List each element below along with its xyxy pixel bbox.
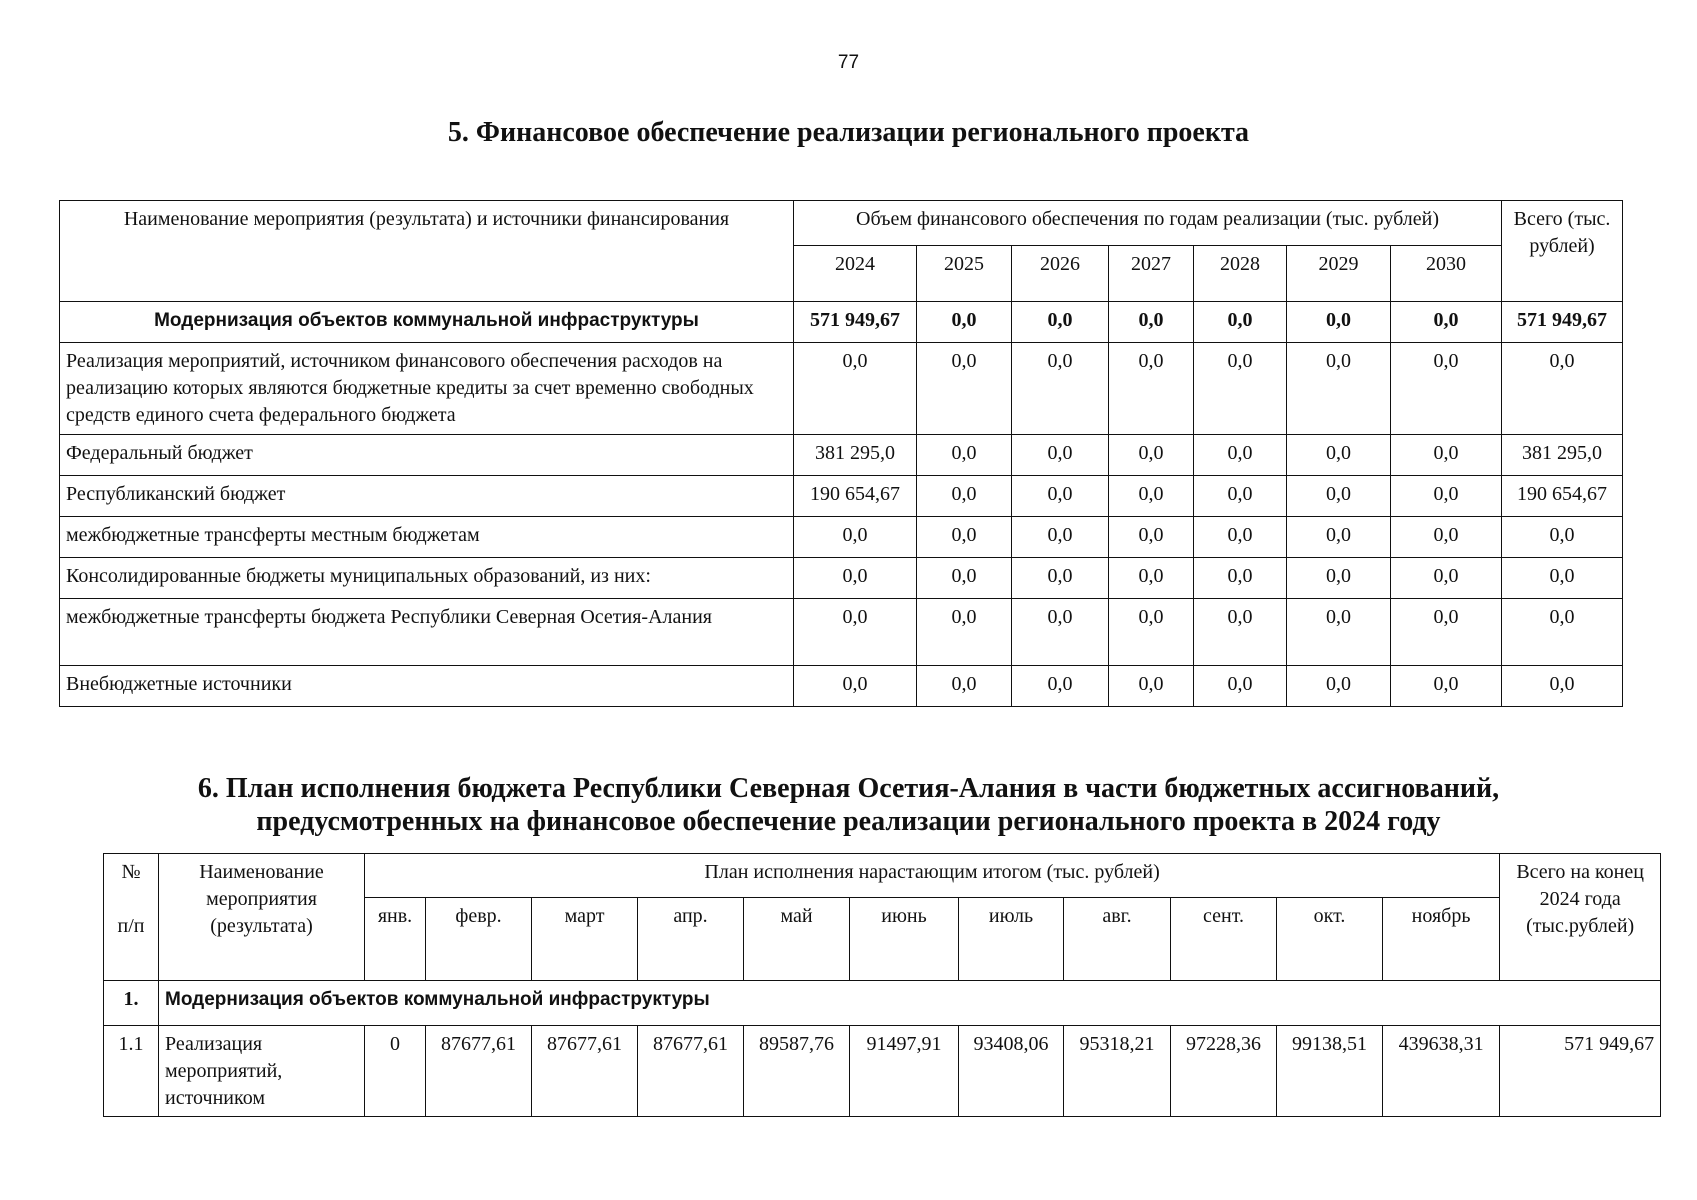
year-header: 2029 [1287,246,1391,302]
year-value: 0,0 [1391,599,1502,666]
row-name: Реализация мероприятий, источником финансового обеспечения расходов на реализацию которых являются бюджетные кредиты за счет временно свободных средств единого счета федерального бюджета [60,343,794,435]
group-row-name: Модернизация объектов коммунальной инфраструктуры [159,981,1661,1026]
row-total: 190 654,67 [1502,476,1623,517]
financing-table-body [60,302,1623,707]
table-row [60,435,1623,476]
month-value: 87677,61 [638,1026,744,1117]
header-year-total: Всего на конец 2024 года (тыс.рублей) [1500,854,1661,981]
year-value: 0,0 [1391,558,1502,599]
year-value: 0,0 [794,343,917,435]
year-header: 2026 [1012,246,1109,302]
year-value: 0,0 [1194,435,1287,476]
year-value: 0,0 [1287,302,1391,343]
table-row [60,343,1623,435]
month-header: июнь [850,898,959,981]
year-header: 2027 [1109,246,1194,302]
year-value: 0,0 [917,343,1012,435]
year-value: 0,0 [1287,599,1391,666]
year-value: 0,0 [1287,343,1391,435]
month-value: 97228,36 [1171,1026,1277,1117]
year-value: 0,0 [1012,302,1109,343]
header-plan: План исполнения нарастающим итогом (тыс. рублей) [365,854,1500,898]
year-value: 381 295,0 [794,435,917,476]
year-value: 0,0 [1109,666,1194,707]
year-header: 2024 [794,246,917,302]
month-value: 0 [365,1026,426,1117]
year-value: 0,0 [1012,666,1109,707]
activity-row-name: Реализация мероприятий, источником [159,1026,365,1117]
group-row-number: 1. [104,981,159,1026]
year-value: 0,0 [1012,517,1109,558]
year-value: 0,0 [794,599,917,666]
month-value: 91497,91 [850,1026,959,1117]
month-value: 99138,51 [1277,1026,1383,1117]
year-value: 0,0 [1391,302,1502,343]
section-5-title: 5. Финансовое обеспечение реализации регионального проекта [447,117,1250,148]
section-6-title-line-1: 6. План исполнения бюджета Республики Северная Осетия-Алания в части бюджетных ассигнований, [197,773,1500,804]
year-value: 0,0 [917,476,1012,517]
month-value: 87677,61 [532,1026,638,1117]
year-value: 0,0 [1194,517,1287,558]
year-value: 0,0 [794,517,917,558]
year-value: 0,0 [1391,666,1502,707]
month-header: янв. [365,898,426,981]
year-value: 0,0 [794,558,917,599]
row-total: 0,0 [1502,666,1623,707]
header-total: Всего (тыс. рублей) [1502,201,1623,302]
month-header: ноябрь [1383,898,1500,981]
year-header: 2030 [1391,246,1502,302]
year-value: 0,0 [917,599,1012,666]
year-value: 0,0 [917,517,1012,558]
year-value: 0,0 [1109,558,1194,599]
row-total: 571 949,67 [1502,302,1623,343]
year-value: 0,0 [1287,476,1391,517]
activity-row-total: 571 949,67 [1500,1026,1661,1117]
activity-row-number: 1.1 [104,1026,159,1117]
activity-row [104,1026,1661,1117]
year-value: 0,0 [1194,558,1287,599]
row-name: Модернизация объектов коммунальной инфраструктуры [60,302,794,343]
year-value: 0,0 [1109,302,1194,343]
header-activity-name: Наименование мероприятия (результата) [159,854,365,981]
year-value: 0,0 [794,666,917,707]
year-value: 0,0 [1287,666,1391,707]
year-value: 0,0 [917,666,1012,707]
month-header: апр. [638,898,744,981]
row-total: 0,0 [1502,558,1623,599]
year-value: 0,0 [1287,517,1391,558]
year-value: 0,0 [1391,476,1502,517]
month-header: сент. [1171,898,1277,981]
year-value: 0,0 [1287,558,1391,599]
year-value: 0,0 [1109,599,1194,666]
month-header: май [744,898,850,981]
budget-plan-table [103,853,1661,1117]
section-6-title-line-2: предусмотренных на финансовое обеспечение реализации регионального проекта в 2024 году [256,806,1441,837]
year-value: 0,0 [1194,343,1287,435]
year-value: 0,0 [1391,343,1502,435]
month-header: март [532,898,638,981]
year-value: 0,0 [1012,435,1109,476]
year-value: 0,0 [1109,517,1194,558]
row-name: межбюджетные трансферты местным бюджетам [60,517,794,558]
year-value: 0,0 [1194,302,1287,343]
table-row [60,558,1623,599]
row-name: межбюджетные трансферты бюджета Республики Северная Осетия-Алания [60,599,794,666]
year-value: 0,0 [1194,666,1287,707]
year-value: 0,0 [1391,435,1502,476]
row-total: 381 295,0 [1502,435,1623,476]
table-row [60,599,1623,666]
year-value: 0,0 [1194,476,1287,517]
month-value: 439638,31 [1383,1026,1500,1117]
row-total: 0,0 [1502,343,1623,435]
month-header: февр. [426,898,532,981]
month-header: авг. [1064,898,1171,981]
year-value: 0,0 [1012,343,1109,435]
year-value: 571 949,67 [794,302,917,343]
year-value: 0,0 [1012,599,1109,666]
year-value: 0,0 [1391,517,1502,558]
header-volume: Объем финансового обеспечения по годам реализации (тыс. рублей) [794,201,1502,246]
year-value: 0,0 [1194,599,1287,666]
financing-table [59,200,1623,707]
year-value: 0,0 [917,558,1012,599]
year-value: 0,0 [1109,476,1194,517]
month-header: окт. [1277,898,1383,981]
row-total: 0,0 [1502,517,1623,558]
row-name: Внебюджетные источники [60,666,794,707]
table-row [60,302,1623,343]
table-row [60,517,1623,558]
year-value: 0,0 [1109,435,1194,476]
page-number: 77 [837,52,860,73]
year-value: 0,0 [917,302,1012,343]
year-header: 2025 [917,246,1012,302]
year-value: 0,0 [1012,476,1109,517]
row-name: Федеральный бюджет [60,435,794,476]
header-row-number: № п/п [104,854,159,981]
month-value: 95318,21 [1064,1026,1171,1117]
row-total: 0,0 [1502,599,1623,666]
year-value: 0,0 [1109,343,1194,435]
header-name: Наименование мероприятия (результата) и источники финансирования [60,201,794,302]
month-value: 87677,61 [426,1026,532,1117]
section-6-title [0,772,1697,838]
row-name: Республиканский бюджет [60,476,794,517]
year-value: 190 654,67 [794,476,917,517]
table-row [60,476,1623,517]
month-header: июль [959,898,1064,981]
table-row [60,666,1623,707]
month-value: 89587,76 [744,1026,850,1117]
month-value: 93408,06 [959,1026,1064,1117]
row-name: Консолидированные бюджеты муниципальных образований, из них: [60,558,794,599]
year-value: 0,0 [917,435,1012,476]
year-value: 0,0 [1012,558,1109,599]
year-value: 0,0 [1287,435,1391,476]
group-row [104,981,1661,1026]
year-header: 2028 [1194,246,1287,302]
